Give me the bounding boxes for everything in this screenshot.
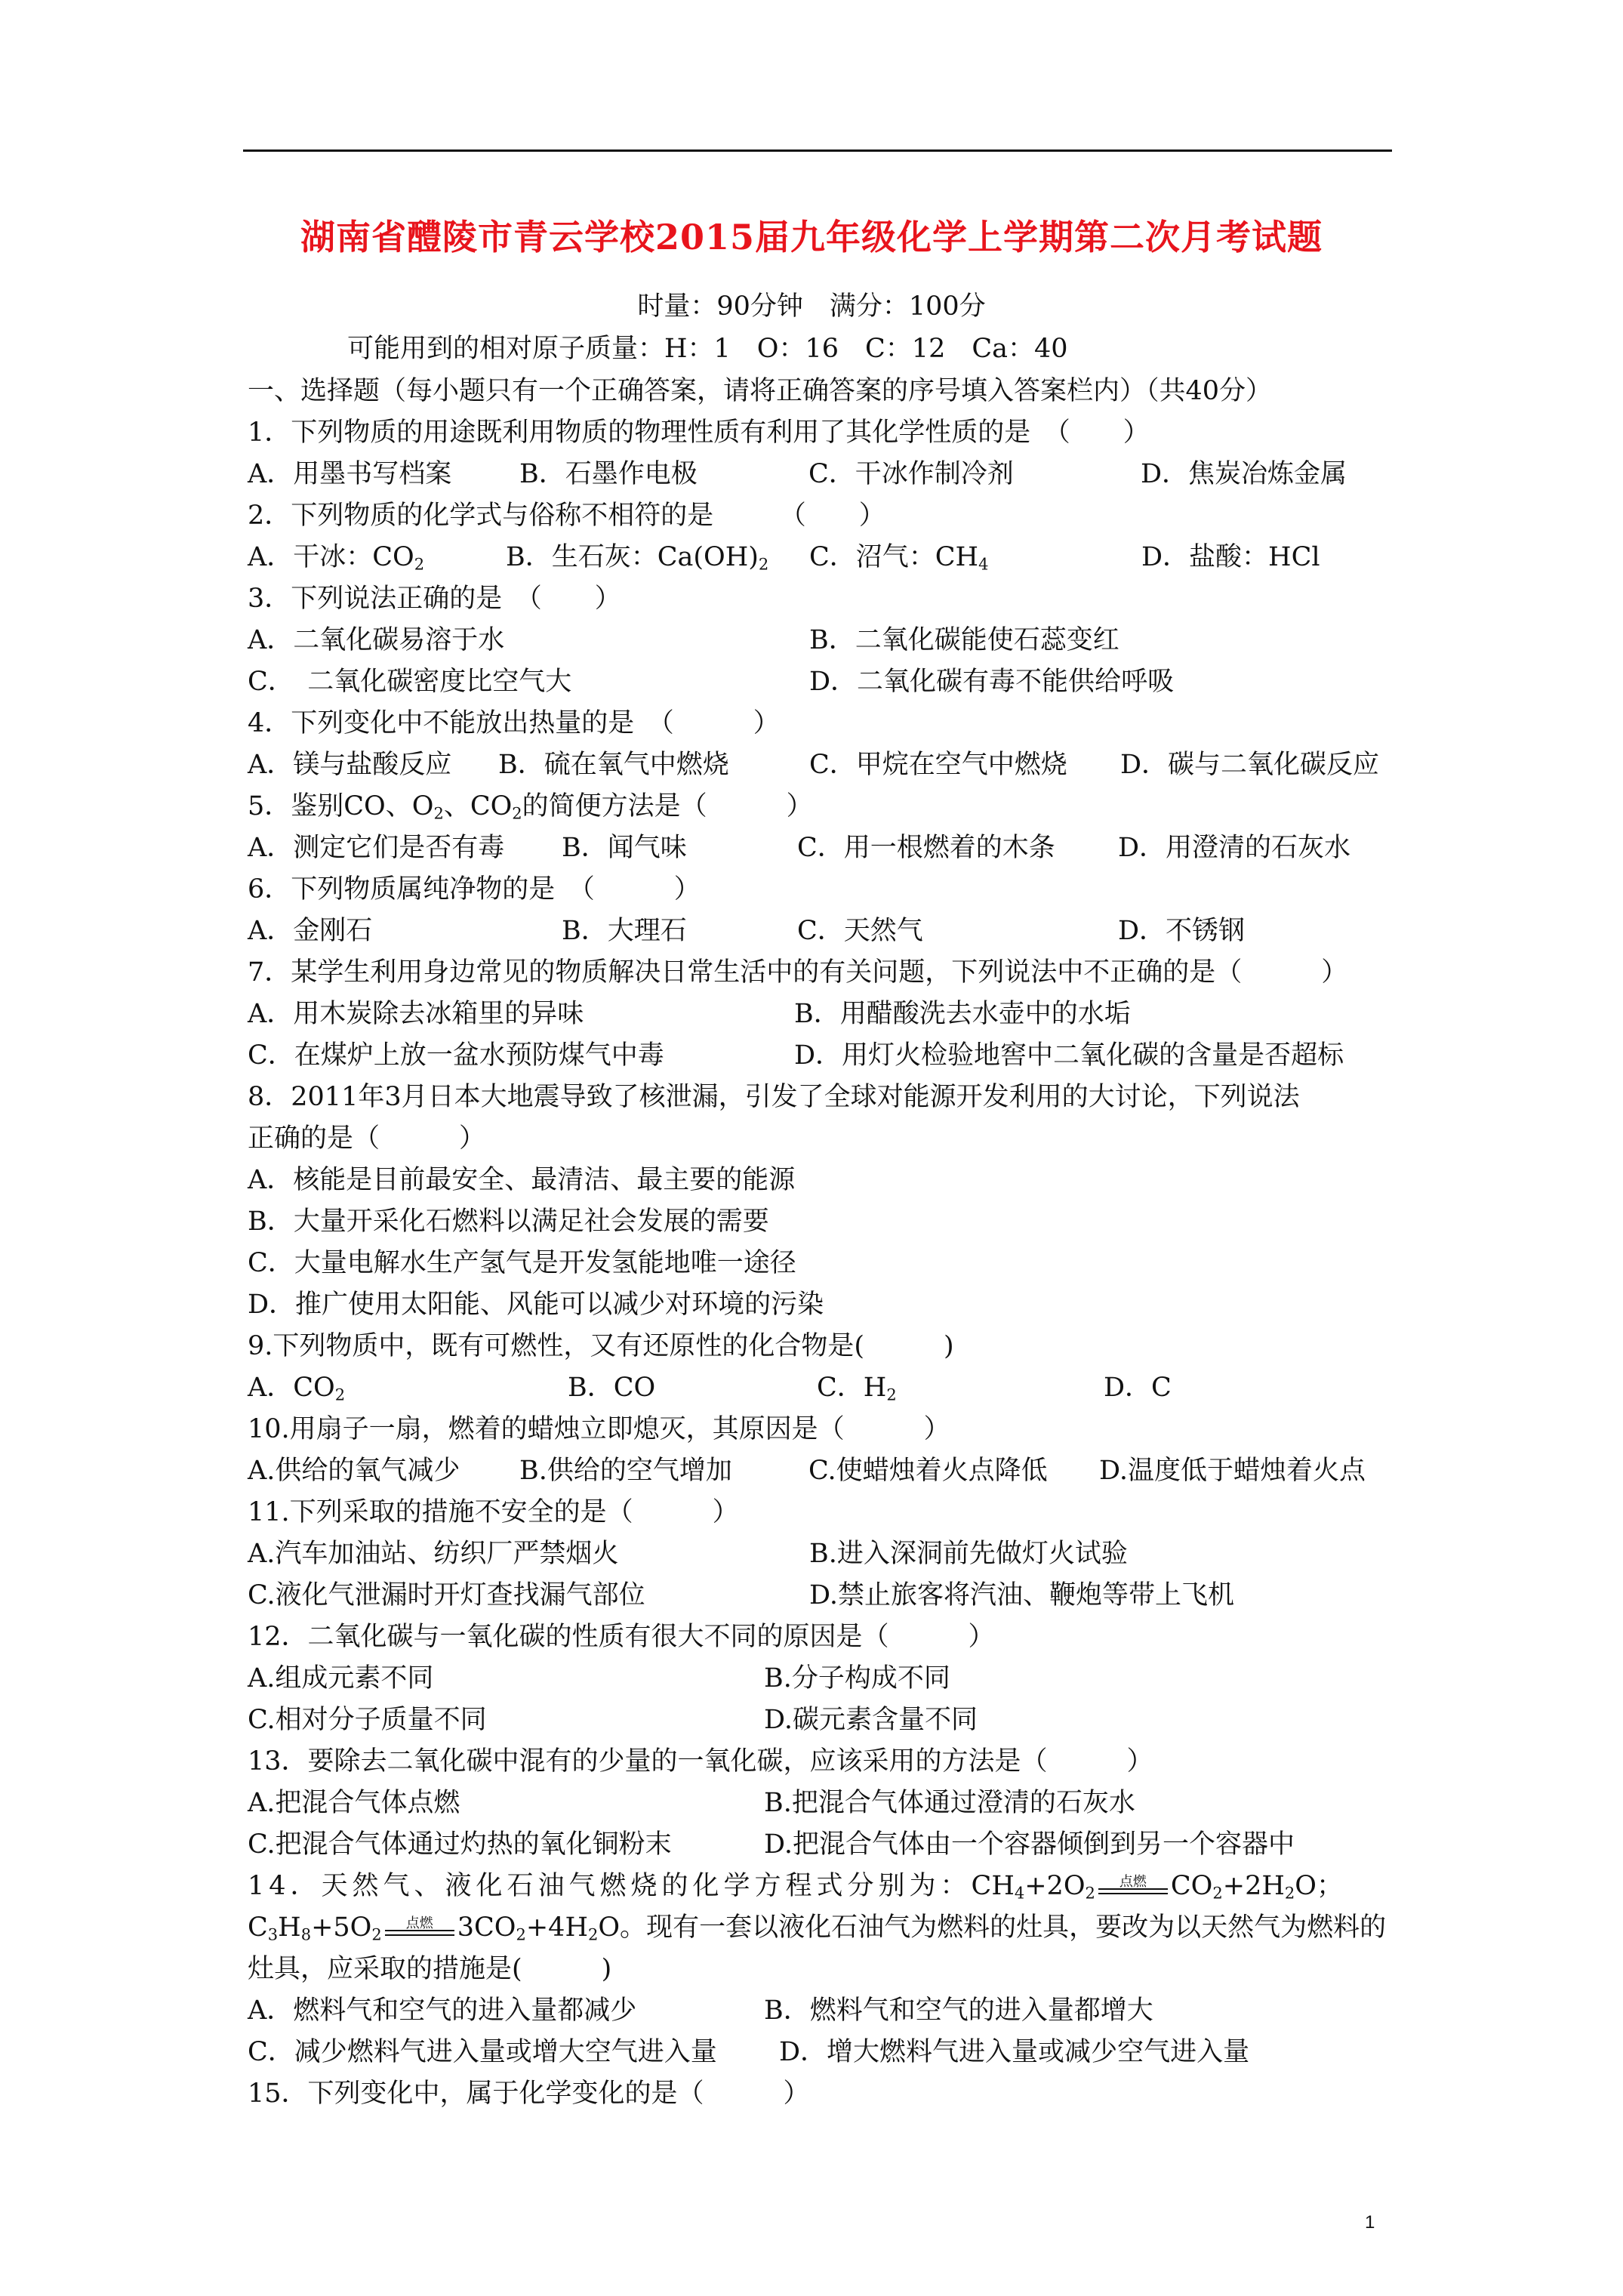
option-b: B.供给的空气增加	[519, 1456, 732, 1486]
option-d: D.碳元素含量不同	[764, 1705, 978, 1735]
question-7-options-cd	[248, 1039, 1344, 1072]
question-8-option-c: C．大量电解水生产氢气是开发氢能地唯一途径	[248, 1248, 796, 1278]
option-a: A．二氧化碳易溶于水	[248, 625, 505, 655]
option-d: D．增大燃料气进入量或减少空气进入量	[779, 2037, 1250, 2067]
question-8-option-a: A．核能是目前最安全、最清洁、最主要的能源	[248, 1165, 796, 1195]
question-9-options	[248, 1371, 1172, 1404]
question-9-stem: 9.下列物质中，既有可燃性，又有还原性的化合物是( )	[248, 1331, 954, 1361]
question-11-stem: 11.下列采取的措施不安全的是（ ）	[248, 1497, 739, 1527]
option-d: D.禁止旅客将汽油、鞭炮等带上飞机	[809, 1580, 1234, 1610]
reaction-condition: 点燃	[383, 1918, 456, 1940]
page-number: 1	[1365, 2212, 1375, 2233]
option-a: A．燃料气和空气的进入量都减少	[248, 1996, 637, 2026]
question-10-options	[248, 1454, 1366, 1487]
question-3-stem: 3．下列说法正确的是 （ ）	[248, 584, 621, 614]
question-14-options-ab	[248, 1994, 1153, 2027]
question-14-stem-line3: 灶具，应采取的措施是( )	[248, 1954, 612, 1984]
question-3-options-ab	[248, 624, 1119, 657]
question-14-options-cd	[248, 2036, 1249, 2069]
question-13-options-ab	[248, 1786, 1135, 1820]
option-d: D.温度低于蜡烛着火点	[1099, 1456, 1366, 1486]
question-8-stem-line1: 8．2011年3月日本大地震导致了核泄漏，引发了全球对能源开发利用的大讨论，下列说法	[248, 1082, 1300, 1112]
option-c: C.相对分子质量不同	[248, 1705, 487, 1735]
option-d: D．碳与二氧化碳反应	[1120, 750, 1380, 780]
option-d: D．焦炭冶炼金属	[1141, 459, 1347, 489]
question-1-options	[248, 458, 1347, 491]
option-a: A.供给的氧气减少	[248, 1456, 460, 1486]
question-12-options-ab	[248, 1662, 950, 1695]
equation-2: $C_3H_8+5O_2$ 点燃 $3CO_2+4H_2O$。	[248, 1912, 647, 1944]
question-6-stem: 6．下列物质属纯净物的是 （ ）	[248, 874, 701, 905]
option-b: B.把混合气体通过澄清的石灰水	[764, 1788, 1135, 1818]
equation-1: $CH_4+2O_2$ 点燃 $CO_2+2H_2O$；	[971, 1871, 1343, 1903]
header-rule	[243, 149, 1392, 152]
exam-title: 湖南省醴陵市青云学校2015届九年级化学上学期第二次月考试题	[300, 217, 1323, 257]
question-5-stem: 5．鉴别CO、$O_2$、$CO_2$的简便方法是（ ）	[248, 791, 813, 823]
option-b: B．用醋酸洗去水壶中的水垢	[794, 999, 1131, 1029]
option-a: A.把混合气体点燃	[248, 1788, 460, 1818]
question-13-options-cd	[248, 1828, 1295, 1861]
option-c: C．沼气：$CH_4$	[809, 542, 989, 574]
option-a: A．金刚石	[248, 916, 373, 946]
question-13-stem: 13．要除去二氧化碳中混有的少量的一氧化碳，应该采用的方法是（ ）	[248, 1746, 1153, 1777]
question-14-stem-line1: 14．天然气、液化石油气燃烧的化学方程式分别为：$CH_4+2O_2$ 点燃 $CO_2+2H_2O$；	[248, 1871, 1343, 1903]
option-b: B．燃料气和空气的进入量都增大	[764, 1996, 1153, 2026]
question-7-stem: 7．某学生利用身边常见的物质解决日常生活中的有关问题，下列说法中不正确的是（ ）	[248, 957, 1348, 988]
section-heading: 一、选择题（每小题只有一个正确答案，请将正确答案的序号填入答案栏内）（共40分）	[248, 376, 1273, 406]
option-d: D．用澄清的石灰水	[1118, 833, 1351, 863]
question-1-stem: 1．下列物质的用途既利用物质的物理性质有利用了其化学性质的是 （ ）	[248, 418, 1150, 448]
question-12-options-cd	[248, 1703, 978, 1737]
question-3-options-cd	[248, 665, 1174, 698]
option-b: B．二氧化碳能使石蕊变红	[809, 625, 1119, 655]
option-b: B．石墨作电极	[519, 459, 698, 489]
option-d: D．不锈钢	[1118, 916, 1246, 946]
question-8-option-b: B．大量开采化石燃料以满足社会发展的需要	[248, 1207, 769, 1237]
question-10-stem: 10.用扇子一扇，燃着的蜡烛立即熄灭，其原因是（ ）	[248, 1414, 950, 1444]
option-d: D．C	[1104, 1373, 1172, 1403]
option-c: C．甲烷在空气中燃烧	[809, 750, 1067, 780]
question-4-stem: 4．下列变化中不能放出热量的是 （ ）	[248, 708, 780, 738]
option-c: C.使蜡烛着火点降低	[808, 1456, 1048, 1486]
option-c: C．$H_2$	[817, 1373, 897, 1404]
option-b: B．硫在氧气中燃烧	[498, 750, 729, 780]
option-a: A.组成元素不同	[248, 1663, 434, 1693]
option-b: B．闻气味	[562, 833, 687, 863]
option-c: C．在煤炉上放一盆水预防煤气中毒	[248, 1040, 664, 1071]
option-a: A．镁与盐酸反应	[248, 750, 452, 780]
atomic-mass-line: 可能用到的相对原子质量：H：1 O：16 C：12 Ca：40	[347, 334, 1068, 364]
option-c: C． 二氧化碳密度比空气大	[248, 667, 572, 697]
option-d: D．二氧化碳有毒不能供给呼吸	[809, 667, 1175, 697]
option-a: A．用墨书写档案	[248, 459, 452, 489]
question-11-options-ab	[248, 1537, 1128, 1570]
question-4-options	[248, 748, 1379, 781]
option-c: C.把混合气体通过灼热的氧化铜粉末	[248, 1829, 672, 1860]
question-2-options	[248, 541, 1320, 574]
option-b: B．大理石	[562, 916, 687, 946]
option-c: C.液化气泄漏时开灯查找漏气部位	[248, 1580, 645, 1610]
question-2-stem: 2．下列物质的化学式与俗称不相符的是 （ ）	[248, 501, 885, 531]
option-a: A.汽车加油站、纺织厂严禁烟火	[248, 1539, 619, 1569]
option-b: B.进入深洞前先做灯火试验	[809, 1539, 1128, 1569]
option-d: D．盐酸：HCl	[1141, 542, 1320, 572]
option-a: A．测定它们是否有毒	[248, 833, 505, 863]
question-8-option-d: D．推广使用太阳能、风能可以减少对环境的污染	[248, 1290, 824, 1320]
time-score: 时量：90分钟 满分：100分	[637, 291, 986, 322]
question-7-options-ab	[248, 997, 1131, 1031]
reaction-condition: 点燃	[1097, 1876, 1169, 1899]
option-c: C．减少燃料气进入量或增大空气进入量	[248, 2037, 717, 2067]
option-c: C．干冰作制冷剂	[808, 459, 1014, 489]
question-6-options	[248, 914, 1245, 948]
question-12-stem: 12．二氧化碳与一氧化碳的性质有很大不同的原因是（ ）	[248, 1622, 995, 1652]
option-a: A．$CO_2$	[248, 1373, 346, 1404]
option-c: C．用一根燃着的木条	[797, 833, 1055, 863]
option-a: A．用木炭除去冰箱里的异味	[248, 999, 584, 1029]
option-d: D．用灯火检验地窖中二氧化碳的含量是否超标	[794, 1040, 1344, 1071]
question-11-options-cd	[248, 1579, 1234, 1612]
option-b: B.分子构成不同	[764, 1663, 950, 1693]
question-14-stem-line2: $C_3H_8+5O_2$ 点燃 $3CO_2+4H_2O$。现有一套以液化石油气为燃料的灶具，要改为以天然气为燃料的	[248, 1912, 1387, 1944]
question-5-options	[248, 831, 1350, 864]
option-a: A．干冰：$CO_2$	[248, 542, 425, 574]
option-c: C．天然气	[797, 916, 923, 946]
question-15-stem: 15．下列变化中，属于化学变化的是（ ）	[248, 2079, 810, 2109]
option-d: D.把混合气体由一个容器倾倒到另一个容器中	[764, 1829, 1295, 1860]
question-8-stem-line2: 正确的是（ ）	[248, 1123, 486, 1154]
option-b: B．生石灰：$Ca(OH)_2$	[506, 542, 769, 574]
option-b: B．CO	[568, 1373, 656, 1403]
